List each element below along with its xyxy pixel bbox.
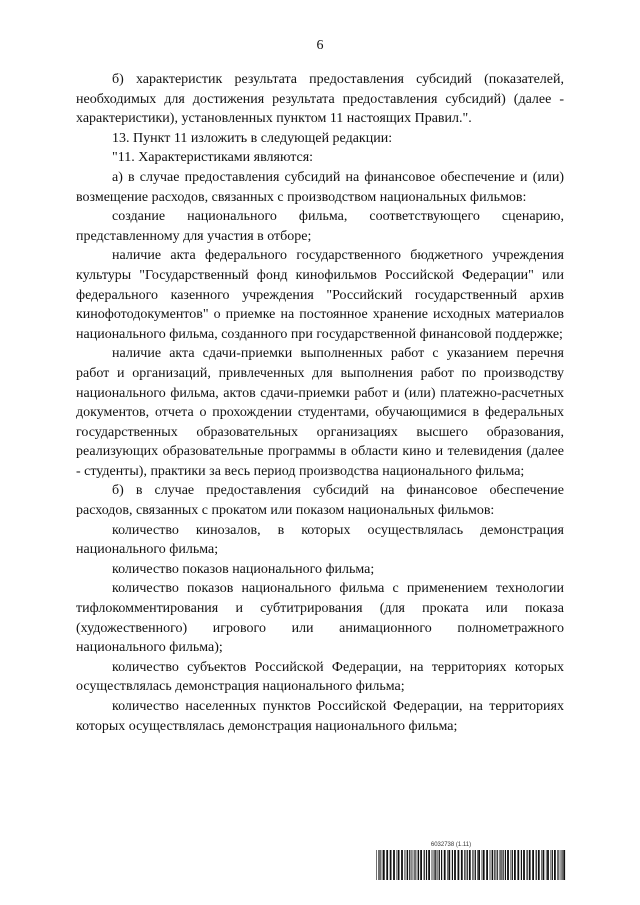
paragraph-item-b-distribution: б) в случае предоставления субсидий на финансовое обеспечение расходов, связанных с прокатом или показом национальных фильмов: [76,483,564,519]
paragraph-point-11-heading: "11. Характеристиками являются: [112,150,314,166]
page-number: 6 [316,38,324,53]
paragraph-cinema-count: количество кинозалов, в которых осуществлялась демонстрация национального фильма; [76,522,564,558]
barcode-image [376,850,566,880]
paragraph-screenings-count: количество показов национального фильма; [112,561,375,577]
paragraph-point-13: 13. Пункт 11 изложить в следующей редакции: [112,130,393,146]
paragraph-accessible-screenings: количество показов национального фильма с применением технологии тифлокомментирования и субтитрирования (для проката или показа (художественного) игрового или анимационного полнометражного национального фильма); [76,581,564,656]
barcode-code-label: 6032738 (1.11) [430,842,472,848]
paragraph-works-act: наличие акта сдачи-приемки выполненных работ с указанием перечня работ и организаций, привлеченных для выполнения работ по производству национального фильма, актов сдачи-приемки работ и (или) платежно-расчетных документов, отчета о прохождении студентами, обучающимися в федеральных государственных образовательных организациях высшего образования, реализующих образовательные программы в области кино и телевидения (далее - студенты), практики за весь период производства национального фильма; [76,346,564,479]
paragraph-item-b-characteristics: б) характеристик результата предоставления субсидий (показателей, необходимых для достижения результата предоставления субсидий) (далее - характеристики), установленных пунктом 11 настоящих Правил.". [76,72,564,127]
paragraph-creation-of-film: создание национального фильма, соответствующего сценарию, представленному для участия в отборе; [76,209,564,244]
paragraph-acceptance-act: наличие акта федерального государственного бюджетного учреждения культуры "Государственный фонд кинофильмов Российской Федерации" или федерального казенного учреждения "Российский государственный архив кинофотодокументов" о приемке на постоянное хранение исходных материалов национального фильма, созданного при государственной финансовой поддержке; [76,248,564,342]
paragraph-item-a: а) в случае предоставления субсидий на финансовое обеспечение и (или) возмещение расходов, связанных с производством национальных фильмов: [76,169,564,205]
paragraph-settlements-count: количество населенных пунктов Российской Федерации, на территориях которых осуществлялась демонстрация национального фильма; [76,699,564,734]
paragraph-regions-count: количество субъектов Российской Федерации, на территориях которых осуществлялась демонстрация национального фильма; [76,659,564,695]
document-barcode-block [376,842,566,880]
document-body [76,70,564,736]
